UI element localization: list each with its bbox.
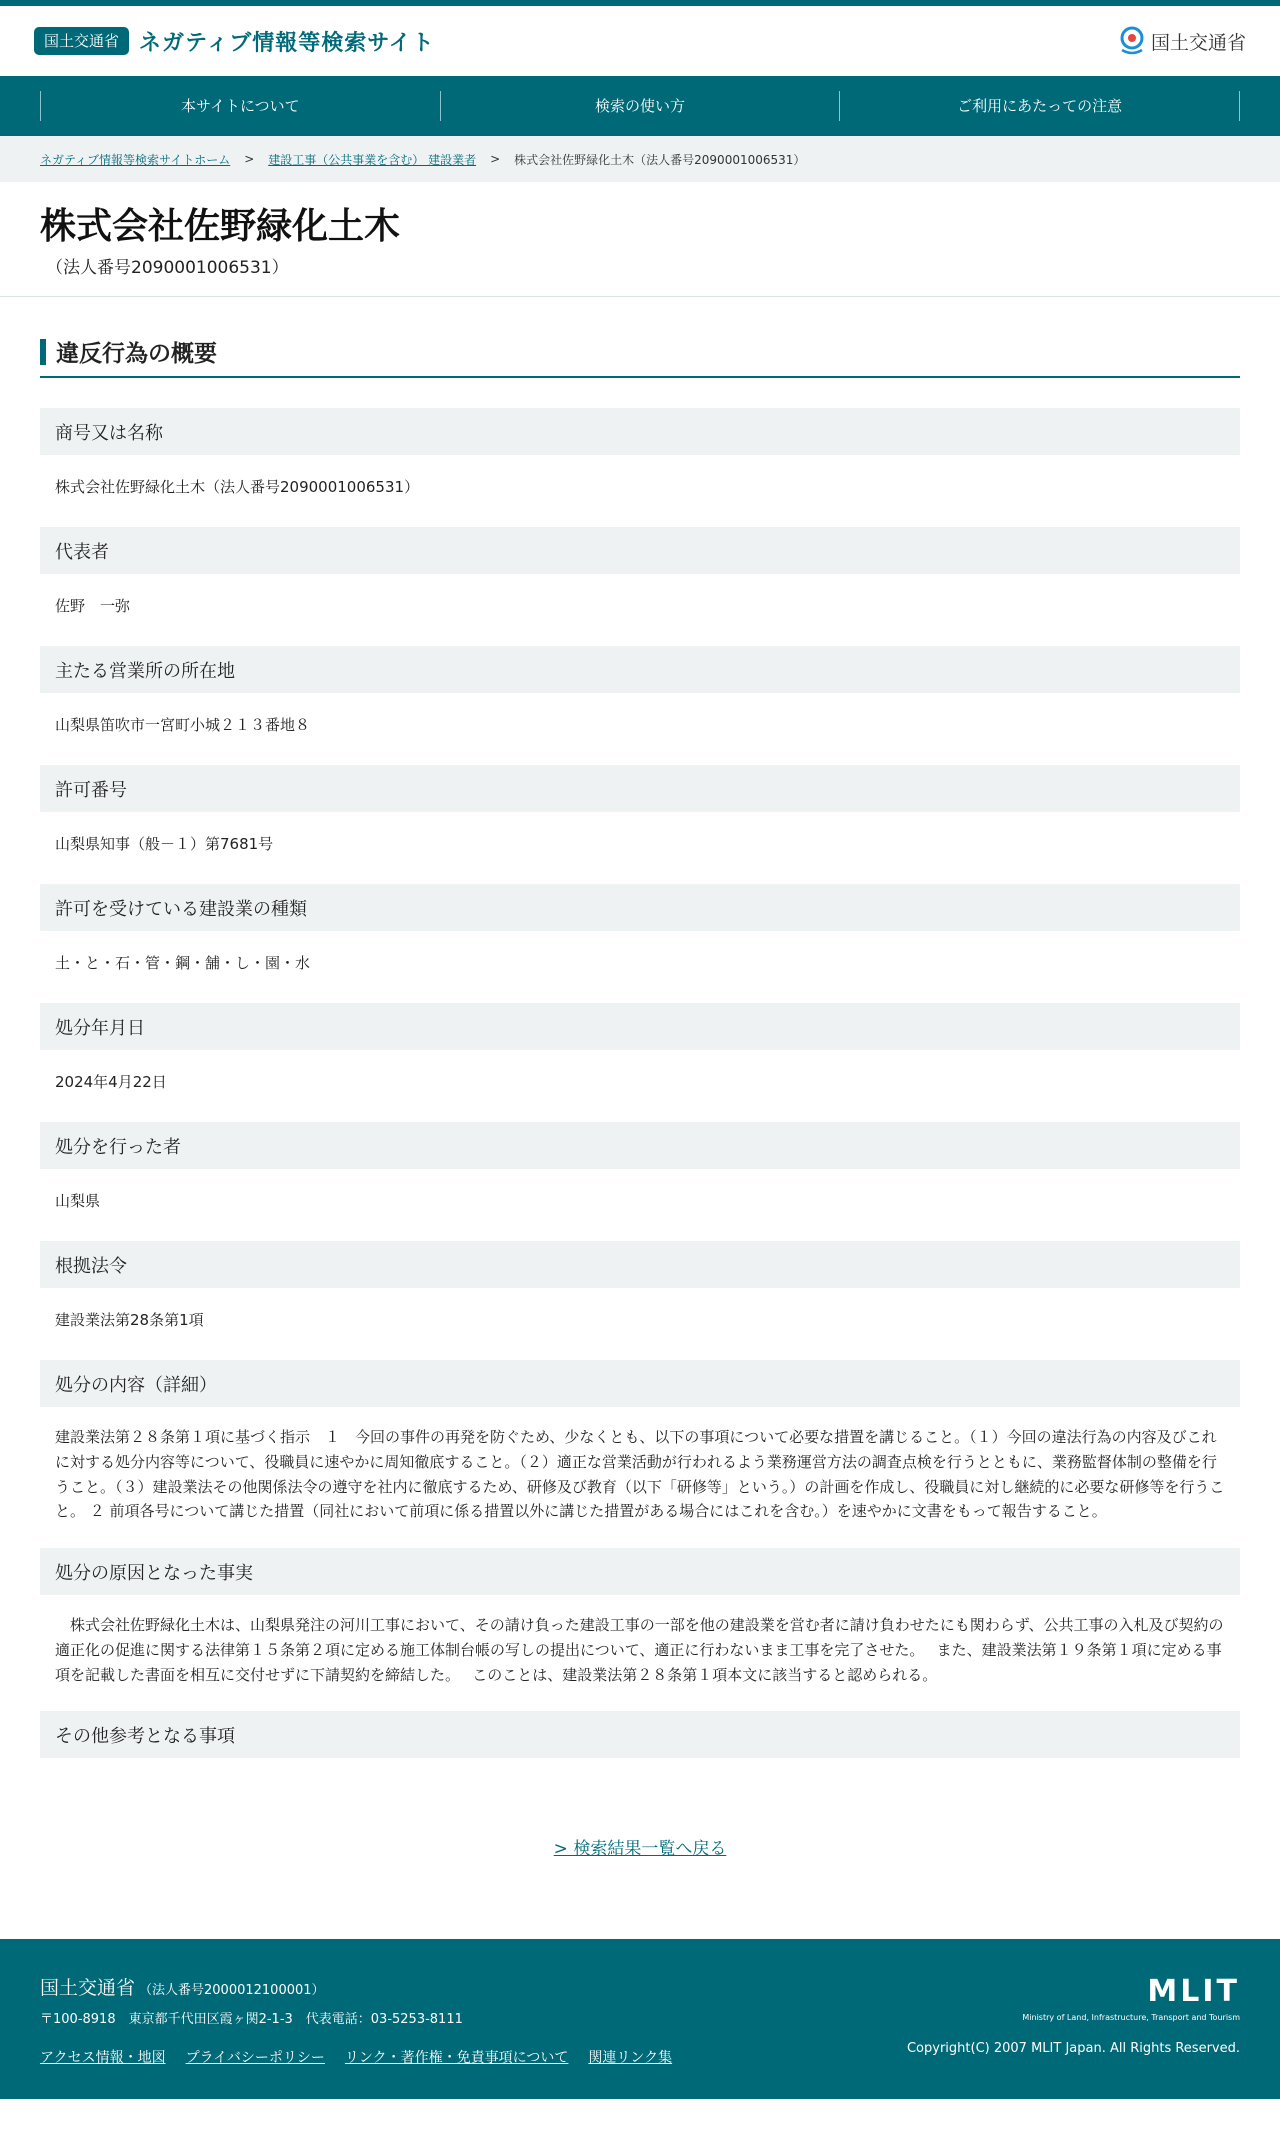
nav-item-about[interactable]: 本サイトについて (40, 91, 440, 121)
breadcrumb-current: 株式会社佐野緑化土木（法人番号2090001006531） (514, 152, 806, 167)
nav-item-usage-notes[interactable]: ご利用にあたっての注意 (839, 91, 1240, 121)
field-value-trade-name: 株式会社佐野緑化土木（法人番号2090001006531） (55, 478, 420, 496)
heading-accent-bar (40, 339, 46, 365)
field-label-disposition-details: 処分の内容（詳細） (40, 1360, 1240, 1407)
breadcrumb-category-link[interactable]: 建設工事（公共事業を含む） 建設業者 (268, 152, 477, 167)
footer-address: 〒100-8918 東京都千代田区霞ヶ関2-1-3 代表電話：03-5253-8111 (40, 2012, 463, 2028)
main-nav (0, 76, 1280, 136)
ministry-logo-text: 国土交通省 (1150, 31, 1246, 54)
footer-org-number: （法人番号2000012100001） (139, 1983, 325, 1999)
field-label-business-types: 許可を受けている建設業の種類 (40, 884, 1240, 931)
back-to-results-link[interactable]: > 検索結果一覧へ戻る (553, 1839, 727, 1860)
corporate-number: （法人番号2090001006531） (46, 258, 289, 278)
site-footer (0, 1939, 1280, 2099)
field-label-disposing-authority: 処分を行った者 (40, 1122, 1240, 1169)
field-value-disposition-details: 建設業法第２８条第１項に基づく指示 １ 今回の事件の再発を防ぐため、少なくとも、以下の事項について必要な措置を講じること。（１）今回の違法行為の内容及びこれに対する処分内容等について、役職員に速やかに周知徹底すること。（２）適正な営業活動が行われるよう業務運営方法の調査点検を行うとともに、業務監督体制の整備を行うこと。（３）建設業法その他関係法令の遵守を社内に徹底するため、研修及び教育（以下「研修等」という。）の計画を作成し、役職員に対し継続的に必要な研修等を行うこと。 ２ 前項各号について講じた措置（同社において前項に係る措置以外に講じた措置がある場合にはこれを含む。）を速やかに文書をもって報告すること。 (55, 1428, 1225, 1521)
field-value-business-types: 土・と・石・管・鋼・舗・し・園・水 (55, 954, 311, 972)
footer-org-name: 国土交通省 (40, 1977, 136, 2000)
ministry-emblem-icon (1119, 26, 1145, 56)
breadcrumb-separator: > (244, 152, 255, 166)
copyright-text: Copyright(C) 2007 MLIT Japan. All Rights Reserved. (906, 2041, 1240, 2057)
violation-details (40, 408, 1240, 1758)
field-label-legal-basis: 根拠法令 (40, 1241, 1240, 1288)
field-label-other-references: その他参考となる事項 (40, 1711, 1240, 1758)
footer-link-copyright[interactable]: リンク・著作権・免責事項について (344, 2050, 569, 2067)
field-label-main-office: 主たる営業所の所在地 (40, 646, 1240, 693)
ministry-logo[interactable] (1119, 26, 1246, 56)
page-title-block (0, 182, 1280, 297)
field-label-license-number: 許可番号 (40, 765, 1240, 812)
main-content (0, 297, 1280, 1939)
mlit-logo-mark: MLIT (1147, 1974, 1240, 2010)
field-value-license-number: 山梨県知事（般－１）第7681号 (55, 835, 274, 853)
mlit-logo-subtitle: Ministry of Land, Infrastructure, Transport and Tourism (1022, 2013, 1240, 2023)
field-label-trade-name: 商号又は名称 (40, 408, 1240, 455)
section-heading (40, 335, 1240, 378)
footer-link-access[interactable]: アクセス情報・地図 (40, 2050, 166, 2067)
ministry-badge: 国土交通省 (34, 27, 129, 55)
footer-link-related[interactable]: 関連リンク集 (588, 2050, 673, 2067)
field-value-disposition-date: 2024年4月22日 (55, 1073, 167, 1091)
breadcrumb (0, 136, 1280, 182)
breadcrumb-home-link[interactable]: ネガティブ情報等検索サイトホーム (40, 152, 231, 167)
back-link-container (40, 1758, 1240, 1939)
page-title: 株式会社佐野緑化土木 (40, 206, 401, 247)
field-value-legal-basis: 建設業法第28条第1項 (55, 1311, 204, 1329)
site-header (0, 6, 1280, 76)
footer-link-privacy[interactable]: プライバシーポリシー (185, 2050, 325, 2067)
site-title[interactable]: ネガティブ情報等検索サイト (139, 30, 435, 56)
field-label-disposition-date: 処分年月日 (40, 1003, 1240, 1050)
nav-item-how-to-search[interactable]: 検索の使い方 (440, 91, 840, 121)
footer-mlit-logo[interactable] (1022, 1974, 1240, 2023)
field-label-representative: 代表者 (40, 527, 1240, 574)
field-value-representative: 佐野 一弥 (55, 597, 131, 615)
field-value-cause-facts: 株式会社佐野緑化土木は、山梨県発注の河川工事において、その請け負った建設工事の一部を他の建設業を営む者に請け負わせたにも関わらず、公共工事の入札及び契約の適正化の促進に関する法律第１５条第２項に定める施工体制台帳の写しの提出について、適正に行わないまま工事を完了させた。 また、建設業法第１９条第１項に定める事項を記載した書面を相互に交付せずに下請契約を締結した。 このことは、建設業法第２８条第１項本文に該当すると認められる。 (55, 1616, 1224, 1684)
breadcrumb-separator: > (490, 152, 501, 166)
field-label-cause-facts: 処分の原因となった事実 (40, 1548, 1240, 1595)
section-title: 違反行為の概要 (56, 341, 217, 367)
field-value-disposing-authority: 山梨県 (55, 1192, 101, 1210)
site-brand[interactable] (34, 26, 435, 57)
field-value-main-office: 山梨県笛吹市一宮町小城２１３番地８ (55, 716, 311, 734)
